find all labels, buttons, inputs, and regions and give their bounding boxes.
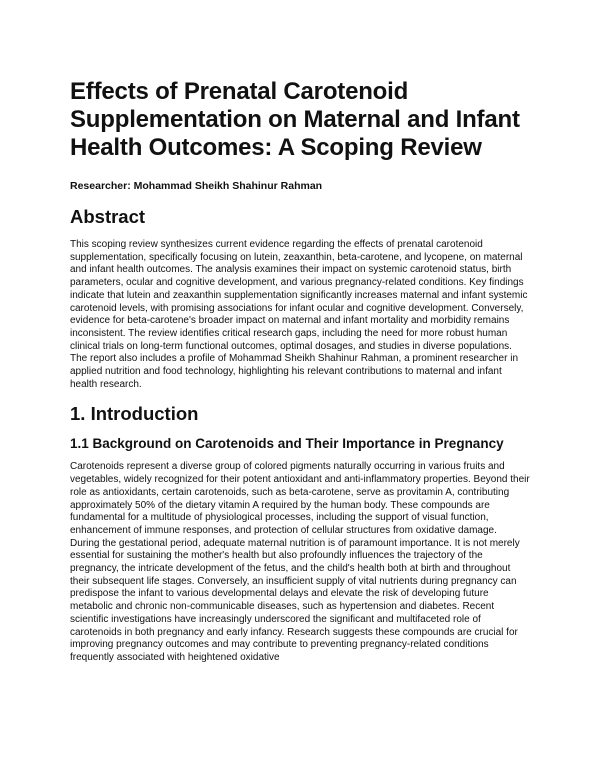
paper-title: Effects of Prenatal Carotenoid Supplementation on Maternal and Infant Health Outcomes: A Scoping Review: [70, 78, 520, 161]
background-subheading: 1.1 Background on Carotenoids and Their Importance in Pregnancy: [70, 436, 504, 452]
researcher-line: Researcher: Mohammad Sheikh Shahinur Rahman: [70, 180, 323, 192]
paragraph: During the gestational period, adequate maternal nutrition is of paramount importance. It is not merely essential for sustaining the mother's health but also profoundly influences the trajectory of the pregnancy, the intricate development of the fetus, and the child's health both at birth and throughout their subsequent life stages. Conversely, an insufficient supply of vital nutrients during pregnancy can predispose the infant to various developmental delays and elevate the risk of developing future metabolic and chronic non-communicable diseases, such as hypertension and diabetes. Recent scientific investigations have increasingly underscored the significant and multifaceted role of carotenoids in both pregnancy and early infancy. Research suggests these compounds are crucial for improving pregnancy outcomes and may contribute to preventing pregnancy-related conditions frequently associated with heightened oxidative: [70, 537, 520, 663]
abstract-text: This scoping review synthesizes current evidence regarding the effects of prenatal carotenoid supplementation, specifically focusing on lutein, zeaxanthin, beta-carotene, and lycopene, on maternal and infant health outcomes. The analysis examines their impact on systemic carotenoid status, birth parameters, ocular and cognitive development, and various pregnancy-related conditions. Key findings indicate that lutein and zeaxanthin supplementation significantly increases maternal and infant systemic carotenoid levels, with promising associations for infant ocular and cognitive development. Conversely, evidence for beta-carotene's broader impact on maternal and infant mortality and morbidity remains inconsistent. The review identifies critical research gaps, including the need for more robust human clinical trials on long-term functional outcomes, optimal dosages, and studies in diverse populations. The report also includes a profile of Mohammad Sheikh Shahinur Rahman, a prominent researcher in applied nutrition and food technology, highlighting his relevant contributions to maternal and infant health research.: [70, 239, 528, 390]
paragraph: Carotenoids represent a diverse group of colored pigments naturally occurring in various fruits and vegetables, widely recognized for their potent antioxidant and anti-inflammatory properties. Beyond their role as antioxidants, certain carotenoids, such as beta-carotene, serve as provitamin A, contributing approximately 50% of the dietary vitamin A required by the human body. These compounds are fundamental for a multitude of physiological processes, including the support of visual function, enhancement of immune responses, and protection of cellular structures from oxidative damage.: [70, 461, 530, 536]
introduction-heading: 1. Introduction: [70, 403, 199, 425]
abstract-heading: Abstract: [70, 206, 146, 227]
